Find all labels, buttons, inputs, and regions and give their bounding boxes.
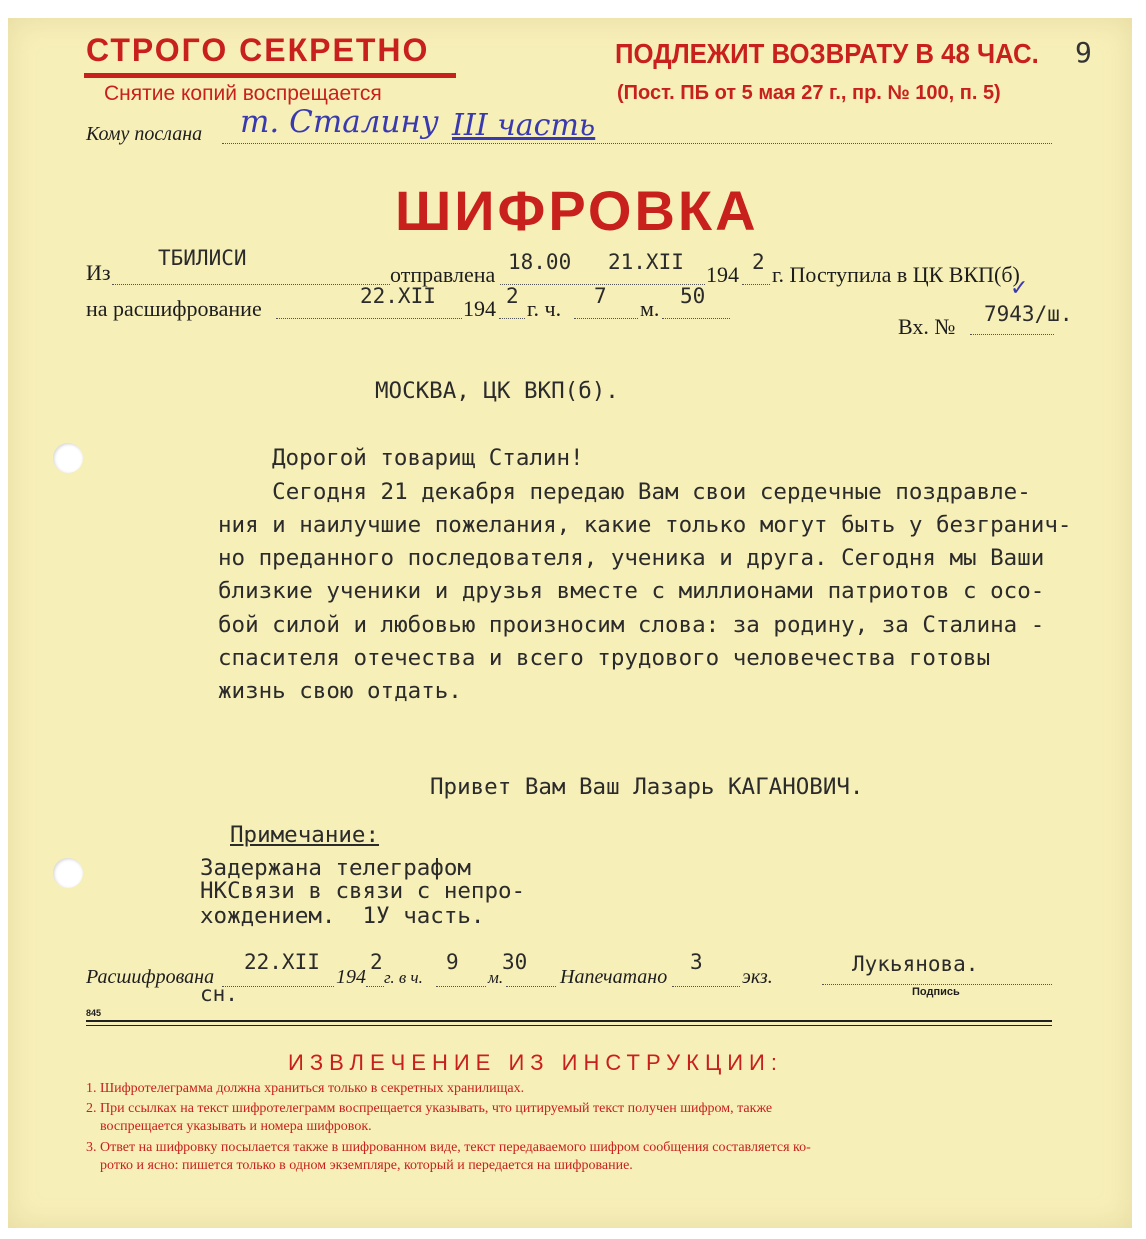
signature-label: Подпись	[912, 986, 960, 998]
copies-count: 3	[690, 950, 703, 974]
letter-line: жизнь свою отдать.	[218, 678, 462, 704]
sent-date: 21.XII	[608, 250, 684, 274]
sent-label: отправлена	[390, 262, 496, 287]
note-line: Задержана телеграфом	[200, 855, 471, 881]
note-line: хождением. 1У часть.	[200, 903, 485, 929]
decode-year-line	[499, 318, 525, 319]
instruction-item: 2. При ссылках на текст шифротелеграмм воспрещается указывать, что цитируемый текст получен шифром, также	[86, 1101, 773, 1116]
letter-line: Сегодня 21 декабря передаю Вам свои сердечные поздравле-	[218, 479, 1031, 505]
recipient-part: III часть	[452, 108, 596, 143]
decoded-label: Расшифрована	[86, 966, 215, 988]
decree-reference: (Пост. ПБ от 5 мая 27 г., пр. № 100, п. 5)	[617, 82, 1001, 104]
punch-hole-bottom	[53, 858, 83, 888]
decode-year-digit: 2	[506, 284, 519, 308]
decode-year-prefix: 194	[463, 296, 496, 321]
decode-hour-line	[574, 318, 638, 319]
incoming-label: Вх. №	[898, 314, 956, 339]
decoded-minute-label: м.	[488, 968, 504, 987]
punch-hole-top	[53, 443, 83, 473]
letter-line: спасителя отечества и всего трудового человечества готовы	[218, 645, 991, 671]
letter-line: но преданного последователя, ученика и друга. Сегодня мы Ваши	[218, 545, 1045, 571]
recipient-handwritten: т. Сталину	[240, 104, 439, 140]
decoded-year-digit: 2	[370, 950, 383, 974]
decode-hour: 7	[594, 284, 607, 308]
decoded-date: 22.XII	[244, 950, 320, 974]
from-label: Из	[86, 260, 111, 285]
signature-line	[822, 984, 1052, 985]
page-number: 9	[1075, 36, 1092, 69]
decode-minute-label: м.	[640, 296, 660, 321]
printed-label: Напечатано	[560, 966, 668, 988]
letter-line: ния и наилучшие пожелания, какие только могут быть у безгранич-	[218, 512, 1072, 538]
letter-line: близкие ученики и друзья вместе с миллионами патриотов с осо-	[218, 578, 1045, 604]
sent-year-line	[742, 284, 770, 285]
footer-divider-top	[86, 1020, 1052, 1022]
incoming-line	[970, 334, 1054, 335]
decode-hour-label: г. ч.	[527, 296, 562, 321]
copies-unit: экз.	[742, 966, 773, 988]
decode-date: 22.XII	[360, 284, 436, 308]
secret-stamp: СТРОГО СЕКРЕТНО	[86, 32, 430, 68]
instruction-item: 1. Шифротелеграмма должна храниться только в секретных хранилищах.	[86, 1081, 525, 1096]
instruction-item: воспрещается указывать и номера шифровок.	[86, 1119, 372, 1134]
letter-address: МОСКВА, ЦК ВКП(б).	[375, 378, 619, 404]
recipient-label: Кому послана	[86, 123, 203, 145]
return-notice: ПОДЛЕЖИТ ВОЗВРАТУ В 48 ЧАС.	[615, 38, 1039, 69]
footer-divider-bottom	[86, 1025, 1052, 1026]
recipient-line	[222, 143, 1052, 144]
letter-line: бой силой и любовью произносим слова: за родину, за Сталина -	[218, 612, 1045, 638]
secret-underline	[84, 73, 456, 78]
letter-line: Дорогой товарищ Сталин!	[272, 445, 584, 471]
decoded-minute-line	[506, 986, 556, 987]
decoded-year-prefix: 194	[336, 966, 366, 988]
decoded-minute: 30	[502, 950, 528, 974]
decode-minute: 50	[680, 284, 706, 308]
decode-date-line	[276, 318, 462, 319]
note-line: НКСвязи в связи с непро-	[200, 878, 526, 904]
decoded-hour-label: г. в ч.	[384, 968, 423, 987]
document-title: ШИФРОВКА	[395, 179, 759, 242]
sent-year-prefix: 194	[706, 262, 739, 287]
note-heading: Примечание:	[230, 822, 380, 848]
from-line	[112, 284, 390, 285]
no-copies-note: Снятие копий воспрещается	[104, 82, 382, 105]
sent-time: 18.00	[508, 250, 572, 274]
received-label: г. Поступила в ЦК ВКП(б)	[772, 262, 1020, 287]
signer-name: Лукьянова.	[852, 952, 979, 976]
copies-line	[672, 986, 740, 987]
sent-year-digit: 2	[752, 250, 765, 274]
decoded-by-initials: сн.	[200, 982, 238, 1006]
checkmark-icon: ✓	[1010, 276, 1029, 301]
decoded-date-line	[222, 986, 334, 987]
decoded-hour: 9	[446, 950, 459, 974]
instruction-item: ротко и ясно: пишется только в одном экземпляре, который и передается на шифрование.	[86, 1158, 633, 1173]
form-code: 845	[86, 1008, 102, 1018]
incoming-number: 7943/ш.	[984, 302, 1073, 326]
decode-label: на расшифрование	[86, 296, 262, 321]
letter-signature: Привет Вам Ваш Лазарь КАГАНОВИЧ.	[430, 774, 864, 800]
decoded-hour-line	[436, 986, 486, 987]
from-value: ТБИЛИСИ	[158, 246, 247, 270]
instruction-item: 3. Ответ на шифровку посылается также в шифрованном виде, текст передаваемого шифром сообщения составляется ко-	[86, 1140, 811, 1155]
decoded-year-line	[366, 986, 384, 987]
decode-minute-line	[662, 318, 730, 319]
instructions-heading: ИЗВЛЕЧЕНИЕ ИЗ ИНСТРУКЦИИ:	[288, 1050, 783, 1075]
